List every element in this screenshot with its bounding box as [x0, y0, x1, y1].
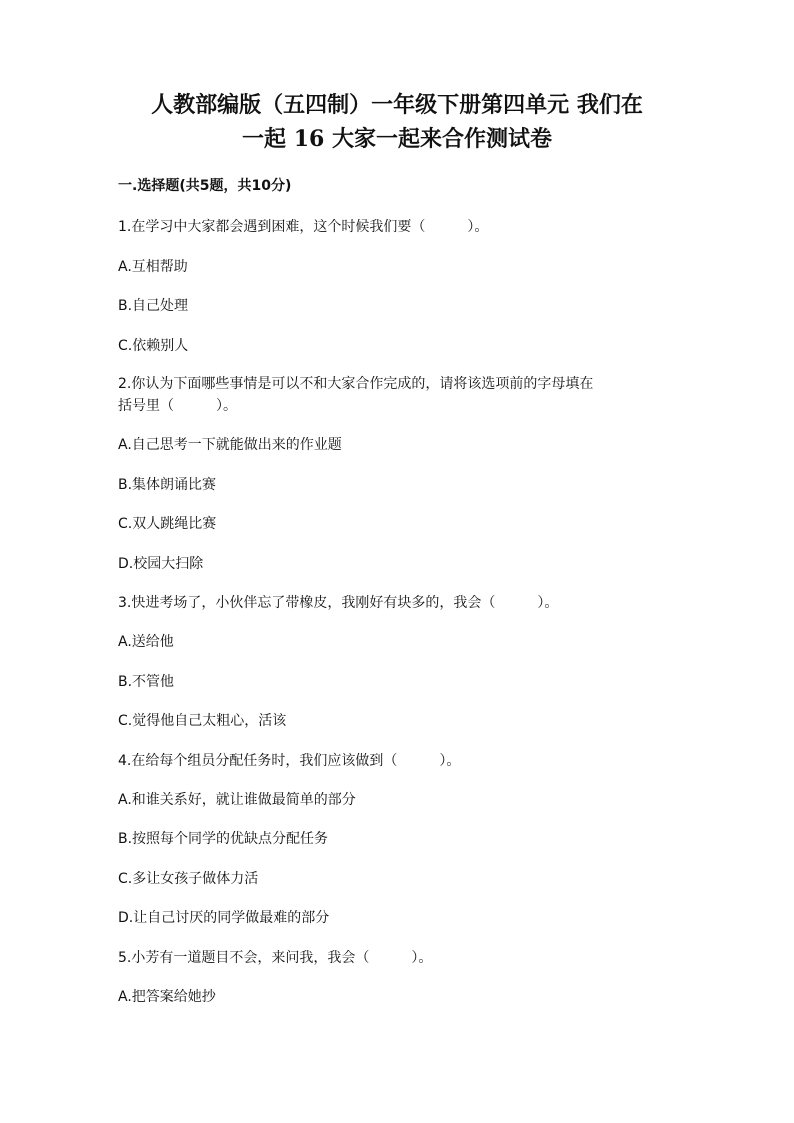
question-2-stem-line-2: 括号里（ ）。 [118, 398, 237, 414]
exam-title [100, 88, 694, 156]
question-1-stem: 1.在学习中大家都会遇到困难，这个时候我们要（ ）。 [118, 219, 489, 235]
question-5-stem: 5.小芳有一道题目不会，来问我，我会（ ）。 [118, 950, 433, 966]
question-3-option-c: C.觉得他自己太粗心，活该 [118, 713, 287, 729]
question-1-option-c: C.依赖别人 [118, 338, 189, 354]
exam-title-line-2: 一起 16 大家一起来合作测试卷 [242, 126, 552, 152]
question-4-option-b: B.按照每个同学的优缺点分配任务 [118, 831, 329, 847]
question-4-stem: 4.在给每个组员分配任务时，我们应该做到（ ）。 [118, 753, 461, 769]
question-2-stem-line-1: 2.你认为下面哪些事情是可以不和大家合作完成的，请将该选项前的字母填在 [118, 376, 594, 392]
question-3-stem: 3.快进考场了，小伙伴忘了带橡皮，我刚好有块多的，我会（ ）。 [118, 595, 559, 611]
question-2-option-c: C.双人跳绳比赛 [118, 516, 217, 532]
question-1-option-a: A.互相帮助 [118, 259, 188, 275]
question-4-option-c: C.多让女孩子做体力活 [118, 871, 259, 887]
question-4-option-d: D.让自己讨厌的同学做最难的部分 [118, 910, 330, 926]
section-heading: 一.选择题(共5题，共10分) [118, 178, 292, 194]
question-5-option-a: A.把答案给她抄 [118, 989, 216, 1005]
question-4-option-a: A.和谁关系好，就让谁做最简单的部分 [118, 792, 356, 808]
question-1-option-b: B.自己处理 [118, 298, 189, 314]
question-2-option-d: D.校园大扫除 [118, 556, 204, 572]
question-3-option-a: A.送给他 [118, 634, 174, 650]
question-3-option-b: B.不管他 [118, 674, 175, 690]
question-2-option-a: A.自己思考一下就能做出来的作业题 [118, 437, 342, 453]
question-2-option-b: B.集体朗诵比赛 [118, 477, 217, 493]
exam-title-line-1: 人教部编版（五四制）一年级下册第四单元 我们在 [151, 92, 643, 118]
